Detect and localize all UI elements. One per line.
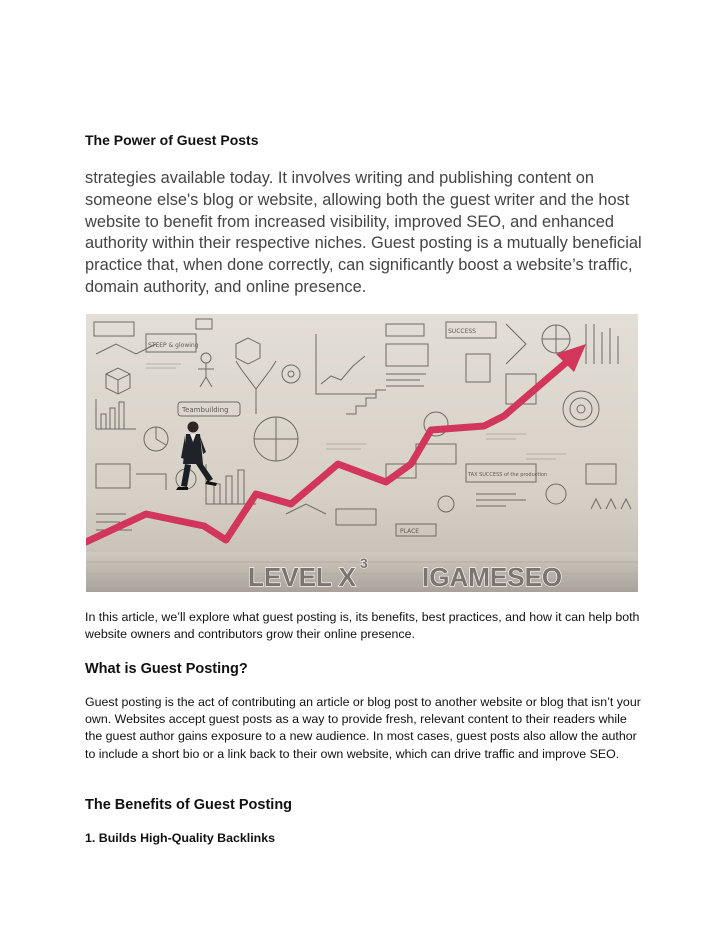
doodle-label-place: PLACE [400, 528, 420, 535]
logo-text-right: IGAMESEO [422, 562, 563, 592]
doodle-label-steep: STEEP & glowing [148, 342, 199, 349]
section-heading-what: What is Guest Posting? [85, 661, 248, 677]
logo-text-left: LEVEL X [248, 562, 356, 592]
page-title: The Power of Guest Posts [85, 132, 259, 148]
lead-paragraph: strategies available today. It involves writing and publishing content on someone else's blog or website, allowing both the guest writer and the host website to benefit from increased visibility, improved SEO, and enhanced authority within their respective niches. Guest posting is a mutually beneficial practice that, when done correctly, can significantly boost a website’s traffic, domain authority, and online presence. [85, 169, 642, 296]
doodle-label-teambuilding: Teambuilding [182, 406, 229, 414]
section-body-what: Guest posting is the act of contributing an article or blog post to another website or blog that isn’t your own. Websites accept guest posts as a way to provide fresh, relevant content to their readers while the guest author gains exposure to a new audience. In most cases, guest posts also allow the author to include a short bio or a link back to their own website, which can drive traffic and improve SEO. [85, 695, 641, 761]
subheading-backlinks: 1. Builds High-Quality Backlinks [85, 831, 276, 845]
logo-superscript: 3 [360, 555, 368, 571]
doodle-label-tax: TAX SUCCESS of the production [468, 472, 548, 478]
intro-paragraph: In this article, we’ll explore what guest posting is, its benefits, best practices, and how it can help both website owners and contributors grow their online presence. [85, 610, 640, 641]
hero-image [86, 314, 638, 592]
doodle-label-success: SUCCESS [448, 328, 476, 335]
section-heading-benefits: The Benefits of Guest Posting [85, 797, 293, 813]
